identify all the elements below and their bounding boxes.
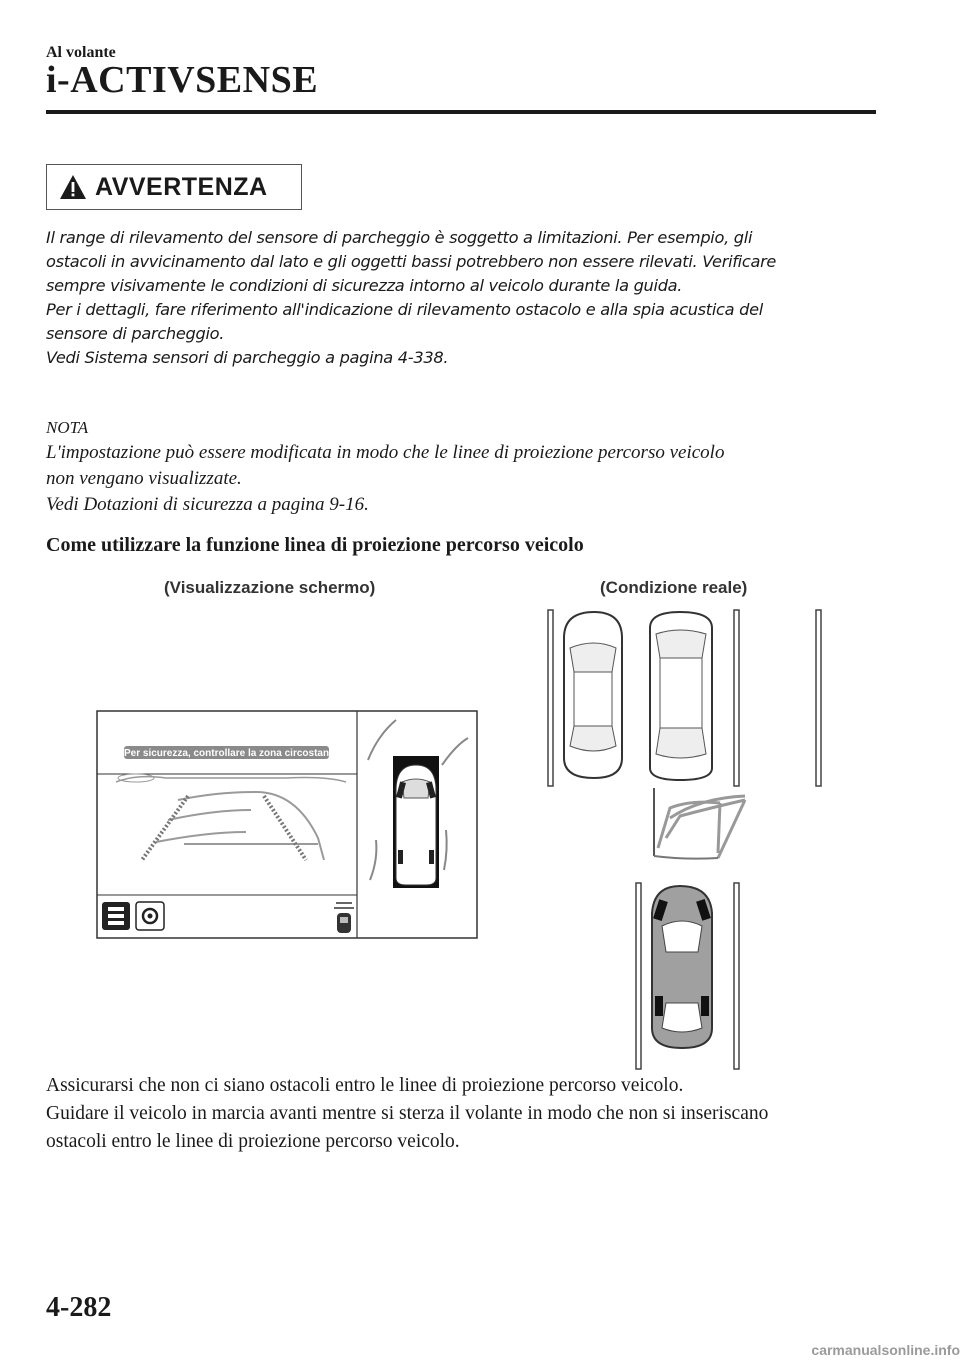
own-vehicle <box>652 886 712 1048</box>
camera-switch-icon[interactable] <box>102 902 130 930</box>
watermark: carmanualsonline.info <box>811 1342 960 1358</box>
page-number: 4-282 <box>46 1292 112 1323</box>
body-line: ostacoli entro le linee di proiezione percorso veicolo. <box>46 1131 460 1152</box>
body-line: Assicurarsi che non ci siano ostacoli entro le linee di proiezione percorso veicolo. <box>46 1075 684 1096</box>
settings-gear-icon[interactable] <box>136 902 164 930</box>
section-label: Al volante <box>46 44 116 61</box>
body-line: Guidare il veicolo in marcia avanti mentre si sterza il volante in modo che non si inseriscano <box>46 1103 769 1124</box>
screen-display-figure <box>96 710 478 940</box>
warning-line: sensore di parcheggio. <box>46 324 225 343</box>
note-line: Vedi Dotazioni di sicurezza a pagina 9-16. <box>46 494 369 515</box>
caption-screen: (Visualizzazione schermo) <box>164 578 376 597</box>
warning-line: sempre visivamente le condizioni di sicurezza intorno al veicolo durante la guida. <box>46 276 683 295</box>
warning-label: AVVERTENZA <box>95 172 268 201</box>
warning-box <box>46 164 302 210</box>
note-heading: NOTA <box>46 418 89 437</box>
note-line: non vengano visualizzate. <box>46 468 242 489</box>
real-condition-figure <box>540 608 830 1072</box>
warning-line: Il range di rilevamento del sensore di parcheggio è soggetto a limitazioni. Per esempio, gli <box>46 228 753 247</box>
warning-line: Per i dettagli, fare riferimento all'indicazione di rilevamento ostacolo e alla spia acustica del <box>46 300 763 319</box>
note-line: L'impostazione può essere modificata in modo che le linee di proiezione percorso veicolo <box>46 442 725 463</box>
warning-line: Vedi Sistema sensori di parcheggio a pagina 4-338. <box>46 348 449 367</box>
warning-text <box>46 226 886 370</box>
parked-car-left <box>564 612 622 778</box>
real-projection-lines <box>654 788 745 859</box>
subheading: Come utilizzare la funzione linea di proiezione percorso veicolo <box>46 534 584 556</box>
body-text <box>46 1072 906 1156</box>
caption-real: (Condizione reale) <box>600 578 748 597</box>
screen-banner-text: Per sicurezza, controllare la zona circostante <box>124 748 338 759</box>
parking-sensor-icon <box>334 903 354 933</box>
warning-icon <box>59 174 87 200</box>
page-title: i-ACTIVSENSE <box>46 59 319 101</box>
note-text <box>46 440 886 518</box>
parked-car-right <box>650 612 712 780</box>
title-rule <box>46 110 876 114</box>
warning-line: ostacoli in avvicinamento dal lato e gli oggetti bassi potrebbero non essere rilevati. Verificare <box>46 252 777 271</box>
